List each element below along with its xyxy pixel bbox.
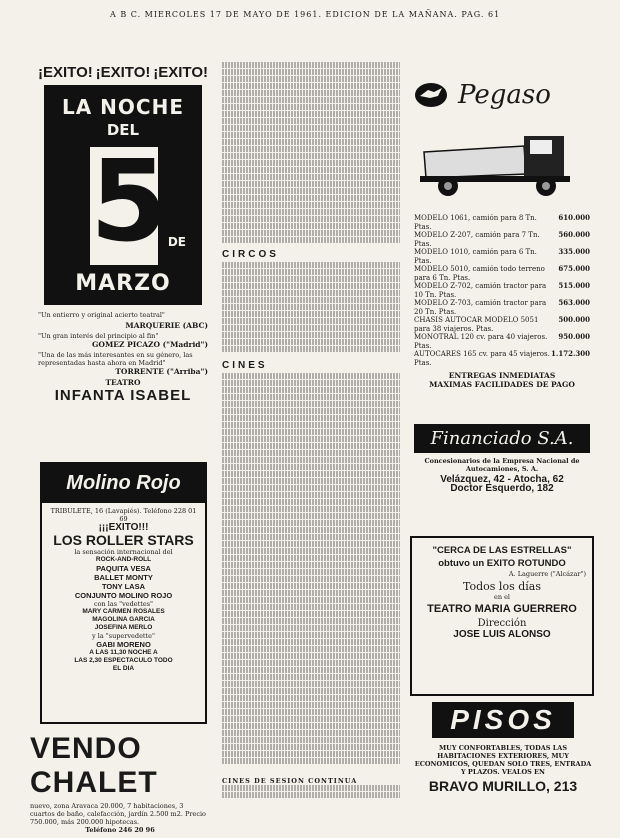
model-price: 563.000 — [558, 298, 590, 307]
molino-exito: ¡¡¡EXITO!!! — [98, 522, 149, 533]
section-circos: CIRCOS — [222, 249, 279, 260]
financiado-line1: Concesionarios de la Empresa Nacional de Autocamiones, S. A. — [424, 457, 580, 473]
quote-2: "Un gran interés del principio al fin" — [38, 332, 159, 340]
entregas: ENTREGAS INMEDIATAS — [448, 371, 556, 380]
pegaso-brand: Pegaso — [458, 80, 551, 110]
molino-line-5: TONY LASA — [101, 582, 146, 591]
marzo-label: MARZO — [75, 271, 171, 296]
table-row — [414, 282, 590, 299]
financiado-addr2: Doctor Esquerdo, 182 — [450, 483, 554, 494]
ad-pegaso — [414, 70, 590, 418]
molino-line-4: BALLET MONTY — [94, 573, 153, 582]
molino-line-7: con las "vedettes" — [93, 600, 154, 608]
financiado-logo: Financiado S.A. — [414, 424, 590, 453]
cerca-critic: A. Laguerre ("Alcázar") — [508, 570, 586, 578]
model-price: 675.000 — [558, 264, 590, 273]
financiado-addr1: Velázquez, 42 - Atocha, 62 — [440, 474, 564, 485]
pegaso-logo-row — [414, 70, 590, 120]
table-row — [414, 299, 590, 316]
pisos-body: MUY CONFORTABLES, TODAS LAS HABITACIONES EXTERIORES, MUY ECONOMICOS, QUEDAN SOLO TRES, ENTRADA Y PLAZOS. VEALOS EN — [414, 744, 592, 776]
quote-1: "Un entierro y original acierto teatral" — [38, 311, 165, 319]
model-text: MODELO Z-702, camión tractor para 10 Tn. Ptas. — [414, 282, 547, 299]
table-row — [414, 231, 590, 248]
table-row — [414, 316, 590, 333]
text-block-cines — [222, 373, 400, 773]
facilidades: MAXIMAS FACILIDADES DE PAGO — [429, 380, 575, 389]
model-price: 610.000 — [558, 213, 590, 222]
ad-financiado — [414, 424, 590, 520]
table-row — [414, 265, 590, 282]
model-text: MONOTRAL 120 cv. para 40 viajeros. Ptas. — [414, 333, 548, 350]
section-cines: CINES — [222, 360, 268, 371]
model-text: AUTOCARES 165 cv. para 45 viajeros. Ptas. — [414, 350, 550, 367]
ad-la-noche — [38, 64, 208, 450]
model-price: 560.000 — [558, 230, 590, 239]
cerca-direccion: Dirección — [477, 618, 527, 629]
model-price: 950.000 — [558, 332, 590, 341]
model-text: MODELO Z-207, camión para 7 Tn. Ptas. — [414, 231, 540, 248]
molino-line-1: la sensación internacional del — [74, 548, 173, 556]
pisos-title: PISOS — [432, 702, 574, 738]
molino-line-8: MARY CARMEN ROSALES — [82, 608, 165, 615]
chalet-title: VENDO CHALET — [30, 732, 158, 799]
truck-illustration — [414, 122, 590, 202]
chalet-body: nuevo, zona Aravaca 20.000, 7 habitaciones, 3 cuartos de baño, calefacción, jardín 2.500 m2. Precio 750.000, más 200.000 hipotecas. — [30, 802, 206, 826]
model-price: 335.000 — [558, 247, 590, 256]
critic-1: MARQUERIE (ABC) — [125, 321, 208, 330]
listings-column — [222, 62, 400, 824]
molino-line-2: ROCK-AND-ROLL — [95, 556, 152, 563]
text-block-top — [222, 62, 400, 247]
pegaso-price-table — [414, 214, 590, 367]
big-number: 5 — [90, 137, 168, 267]
model-text: MODELO Z-703, camión tractor para 20 Tn. Ptas. — [414, 299, 547, 316]
model-text: MODELO 5010, camión todo terreno para 6 Tn. Ptas. — [414, 265, 545, 282]
table-row — [414, 214, 590, 231]
molino-logo: Molino Rojo — [42, 464, 205, 503]
cerca-director: JOSE LUIS ALONSO — [453, 629, 551, 640]
exito-1: ¡EXITO! — [38, 64, 93, 81]
molino-line-11: y la "supervedette" — [92, 632, 155, 640]
text-block-circos — [222, 262, 400, 358]
table-row — [414, 248, 590, 265]
section-cines-continua: CINES DE SESION CONTINUA — [222, 777, 358, 785]
model-text: MODELO 1010, camión para 6 Tn. Ptas. — [414, 248, 537, 265]
del-label: DEL — [106, 121, 140, 139]
model-text: MODELO 1061, camión para 8 Tn. Ptas. — [414, 214, 537, 231]
molino-line-15: EL DIA — [112, 665, 135, 672]
table-row — [414, 350, 590, 367]
molino-stars: LOS ROLLER STARS — [53, 532, 194, 548]
molino-address: TRIBULETE, 16 (Lavapiés). Teléfono 228 01 69 — [50, 507, 197, 523]
critic-2: GOMEZ PICAZO ("Madrid") — [92, 340, 208, 349]
critic-3: TORRENTE ("Arriba") — [115, 367, 208, 376]
molino-line-13: A LAS 11,30 NOCHE A — [89, 649, 158, 656]
page-header: A B C. MIERCOLES 17 DE MAYO DE 1961. EDICION DE LA MAÑANA. PAG. 61 — [110, 10, 501, 19]
ad-vendo-chalet — [30, 732, 210, 834]
molino-line-9: MAGOLINA GARCIA — [92, 616, 155, 623]
pisos-address: BRAVO MURILLO, 213 — [428, 778, 578, 794]
molino-line-12: GABI MORENO — [96, 640, 151, 649]
cerca-todos: Todos los días — [463, 580, 541, 593]
molino-line-3: PAQUITA VESA — [96, 564, 151, 573]
molino-line-6: CONJUNTO MOLINO ROJO — [74, 591, 173, 600]
de-label: DE — [167, 235, 186, 249]
noche-panel — [44, 85, 202, 305]
ad-pisos — [412, 702, 594, 826]
model-price: 515.000 — [558, 281, 590, 290]
model-price: 1.172.300 — [551, 349, 590, 358]
ad-cerca-estrellas — [410, 536, 594, 696]
exito-2: ¡EXITO! — [95, 64, 151, 81]
quote-3: "Una de las más interesantes en su género, las representadas hasta ahora en Madrid" — [38, 351, 193, 367]
table-row — [414, 333, 590, 350]
pegaso-emblem-icon — [414, 82, 448, 108]
molino-line-10: JOSEFINA MERLO — [94, 624, 153, 631]
exito-3: ¡EXITO! — [153, 64, 208, 81]
model-price: 500.000 — [558, 315, 590, 324]
noche-title: LA NOCHE — [61, 95, 184, 119]
molino-line-14: LAS 2,30 ESPECTACULO TODO — [74, 657, 173, 664]
cerca-en: en el — [493, 593, 511, 601]
cerca-title: "CERCA DE LAS ESTRELLAS" obtuvo un EXITO ROTUNDO — [432, 545, 572, 569]
ad-molino-rojo — [40, 462, 207, 724]
chalet-phone: Teléfono 246 20 96 — [85, 826, 155, 834]
model-text: CHASIS AUTOCAR MODELO 5051 para 38 viajeros. Ptas. — [414, 316, 539, 333]
exito-row — [38, 64, 208, 81]
teatro-label: TEATRO — [105, 378, 141, 387]
infanta-label: INFANTA ISABEL — [54, 387, 192, 404]
cerca-teatro: TEATRO MARIA GUERRERO — [427, 603, 577, 615]
